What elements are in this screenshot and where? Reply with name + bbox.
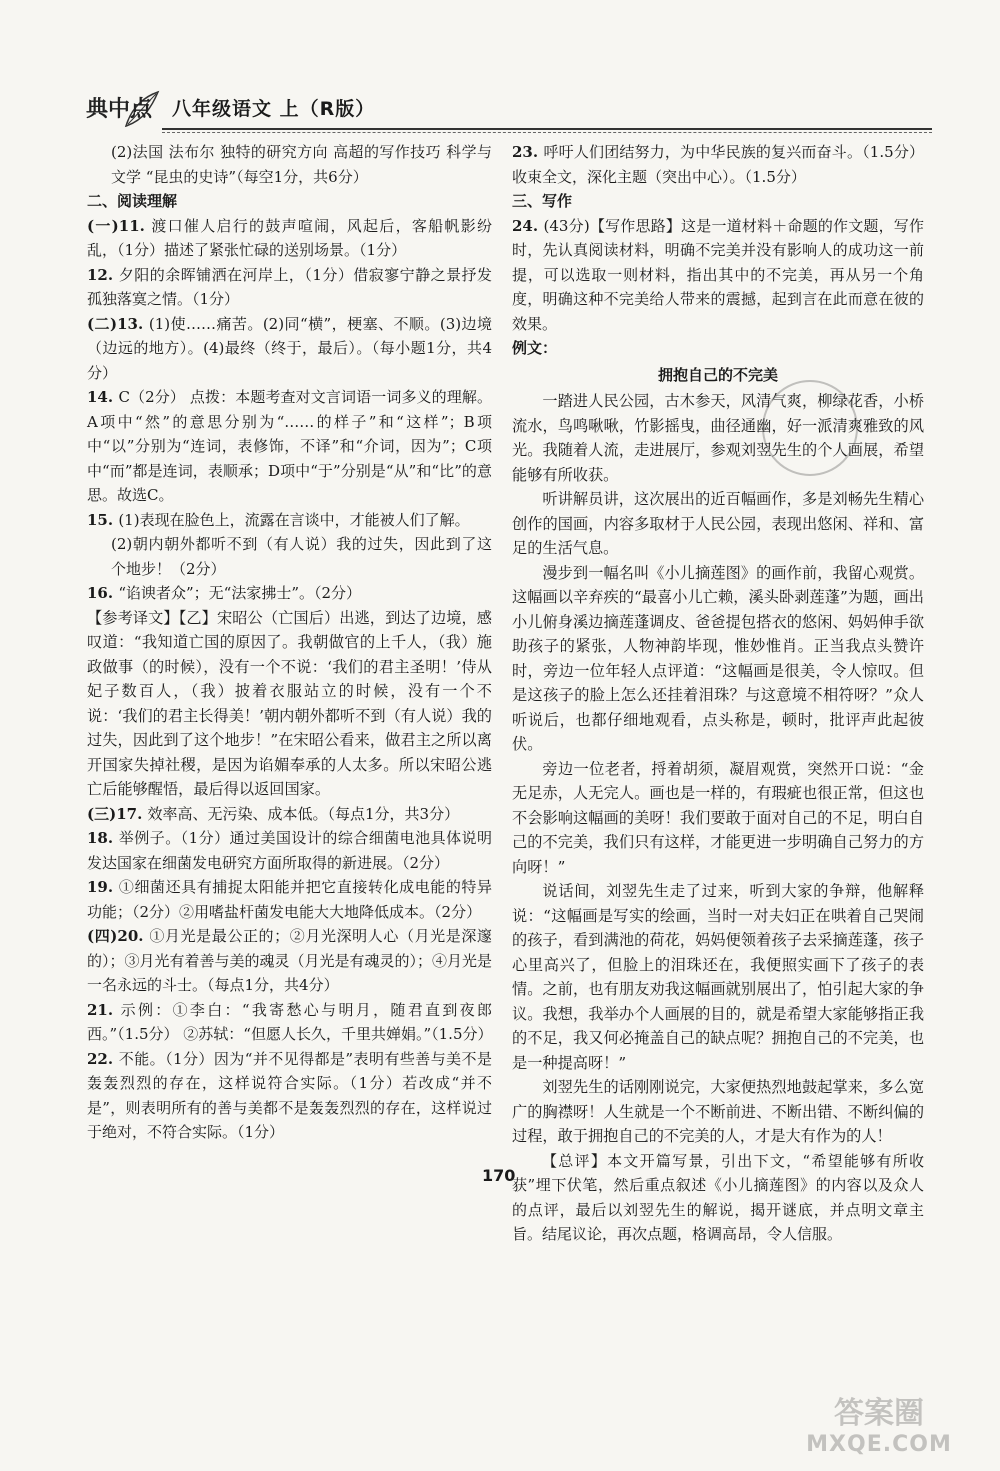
page-header bbox=[82, 86, 932, 136]
left-column bbox=[87, 140, 492, 1145]
header-rule bbox=[162, 128, 932, 130]
book-title: 八年级语文 上（R版） bbox=[172, 98, 376, 120]
answer-paragraph: 旁边一位老者，捋着胡须，凝眉观赏，突然开口说：“金无足赤，人无完人。画也是一样的，有瑕疵也很正常，但这也不会影响这幅画的美呀！我们要敢于面对自己的不足，明白自己的不完美，我们只有这样，才能更进一步明确自己努力的方向呀！” bbox=[512, 759, 924, 876]
question-number: (二)13. bbox=[87, 314, 149, 333]
question-number: 12. bbox=[87, 265, 119, 284]
answer-paragraph: 16. “谄谀者众”；无“法家拂士”。（2分） bbox=[87, 584, 362, 602]
question-number: 15. bbox=[87, 510, 119, 529]
watermark-text: 答案圈 bbox=[834, 1396, 924, 1431]
brand-name: 典中点 bbox=[86, 96, 153, 122]
answer-paragraph: (四)20. ①月光是最公正的；②月光深明人心（月光是深邃的）；③月光有着善与美的魂灵（月光是有魂灵的）；④月光是一名永远的斗士。（每点1分，共4分） bbox=[87, 927, 493, 994]
answer-paragraph: 23. 呼吁人们团结努力，为中华民族的复兴而奋斗。（1.5分）收束全文，深化主题（突出中心）。（1.5分） bbox=[512, 143, 924, 186]
answer-paragraph: (二)13. (1)使……痛苦。(2)同“横”，梗塞、不顺。(3)边境（边远的地方）。(4)最终（终于，最后）。（每小题1分，共4分） bbox=[87, 314, 492, 382]
essay-title: 拥抱自己的不完美 bbox=[657, 365, 778, 384]
answer-paragraph: 19. ①细菌还具有捕捉太阳能并把它直接转化成电能的特异功能；（2分）②用嗜盐杆菌发电能大大地降低成本。（2分） bbox=[87, 878, 492, 921]
question-number: (四)20. bbox=[87, 927, 150, 945]
question-number: 16. bbox=[87, 584, 119, 602]
answer-paragraph: 15. (1)表现在脸色上，流露在言谈中，才能被人们了解。 bbox=[87, 510, 470, 529]
question-number: 14. bbox=[87, 388, 119, 406]
question-number: 22. bbox=[87, 1049, 119, 1068]
answer-paragraph: 一踏进人民公园，古木参天，风清气爽，柳绿花香，小桥流水，鸟鸣啾啾，竹影摇曳，曲径通幽，好一派清爽雅致的风光。我随着人流，走进展厅，参观刘翌先生的个人画展，希望能够有所收获。 bbox=[512, 392, 924, 484]
answer-paragraph: (一)11. 渡口催人启行的鼓声喧闹，风起后，客船帆影纷乱，（1分）描述了紧张忙碌的送别场景。（1分） bbox=[87, 216, 492, 259]
right-column bbox=[512, 140, 924, 1247]
answer-paragraph: (2)法国 法布尔 独特的研究方向 高超的写作技巧 科学与文学 “昆虫的史诗”（每空1分，共6分） bbox=[111, 143, 492, 186]
watermark-url: MXQE.COM bbox=[806, 1432, 952, 1457]
answer-paragraph: 【参考译文】【乙】宋昭公（亡国后）出逃，到达了边境，感叹道：“我知道亡国的原因了。我朝做官的上千人，（我）施政做事（的时候），没有一个不说：‘我们的君主圣明！’侍从妃子数百人，（我）披着衣服站立的时候，没有一个不说：‘我们的君主长得美！’朝内朝外都听不到（有人说）我的过失，因此到了这个地步！”在宋昭公看来，做君主之所以离开国家失掉社稷，是因为谄媚奉承的人太多。所以宋昭公逃亡后能够醒悟，最后得以返回国家。 bbox=[87, 608, 492, 798]
question-number: (一)11. bbox=[87, 216, 152, 235]
seal-stamp bbox=[762, 380, 858, 476]
section-heading: 例文： bbox=[512, 339, 558, 357]
answer-paragraph: 21. 示例：①李白：“我寄愁心与明月，随君直到夜郎西。”（1.5分） ②苏轼：“但愿人长久，千里共婵娟。”（1.5分） bbox=[87, 1000, 493, 1043]
answer-paragraph: 听讲解员讲，这次展出的近百幅画作，多是刘畅先生精心创作的国画，内容多取材于人民公园，表现出悠闲、祥和、富足的生活气息。 bbox=[512, 490, 924, 557]
question-number: 18. bbox=[87, 829, 119, 847]
answer-paragraph: (三)17. 效率高、无污染、成本低。（每点1分，共3分） bbox=[87, 804, 460, 823]
question-number: 24. bbox=[512, 216, 544, 235]
answer-paragraph: 【总评】本文开篇写景，引出下文，“希望能够有所收获”埋下伏笔，然后重点叙述《小儿摘莲图》的内容以及众人的点评，最后以刘翌先生的解说，揭开谜底，并点明文章主旨。结尾议论，再次点题，格调高昂，令人信服。 bbox=[512, 1151, 924, 1243]
page-number: 170 bbox=[482, 1166, 516, 1185]
header-rule-dashed bbox=[162, 132, 932, 133]
answer-paragraph: 说话间，刘翌先生走了过来，听到大家的争辩，他解释说：“这幅画是写实的绘画，当时一对夫妇正在哄着自己哭闹的孩子，看到满池的荷花，妈妈便领着孩子去采摘莲蓬，孩子心里高兴了，但脸上的泪珠还在，我便照实画下了孩子的表情。之前，也有朋友劝我这幅画就别展出了，怕引起大家的争议。我想，我举办个人画展的目的，就是希望大家能够指正我的不足，我又何必掩盖自己的缺点呢？拥抱自己的不完美，也是一种提高呀！” bbox=[512, 882, 924, 1072]
section-heading: 三、写作 bbox=[512, 192, 573, 210]
section-heading: 二、阅读理解 bbox=[87, 192, 178, 210]
answer-paragraph: 刘翌先生的话刚刚说完，大家便热烈地鼓起掌来，多么宽广的胸襟呀！人生就是一个不断前进、不断出错、不断纠偏的过程，敢于拥抱自己的不完美的人，才是大有作为的人！ bbox=[512, 1078, 924, 1145]
question-number: 23. bbox=[512, 143, 544, 161]
question-number: (三)17. bbox=[87, 804, 148, 823]
answer-paragraph: 22. 不能。（1分）因为“并不见得都是”表明有些善与美不是轰轰烈烈的存在，这样说符合实际。（1分）若改成“并不是”，则表明所有的善与美都不是轰轰烈烈的存在，这样说过于绝对，不符合实际。（1分） bbox=[87, 1049, 492, 1141]
answer-paragraph: 24. (43分)【写作思路】这是一道材料＋命题的作文题，写作时，先认真阅读材料，明确不完美并没有影响人的成功这一前提，可以选取一则材料，指出其中的不完美，再从另一个角度，明确这种不完美给人带来的震撼，起到言在此而意在彼的效果。 bbox=[512, 216, 924, 333]
answer-paragraph: 漫步到一幅名叫《小儿摘莲图》的画作前，我留心观赏。这幅画以辛弃疾的“最喜小儿亡赖，溪头卧剥莲蓬”为题，画出小儿俯身溪边摘莲蓬调皮、爸爸提包搭衣的悠闲、妈妈伸手欲助孩子的紧张，人物神韵毕现，惟妙惟肖。正当我点头赞许时，旁边一位年轻人点评道：“这幅画是很美，令人惊叹。但是这孩子的脸上怎么还挂着泪珠？与这意境不相符呀？”众人听说后，也都仔细地观看，点头称是，顿时，批评声此起彼伏。 bbox=[512, 563, 924, 753]
question-number: 19. bbox=[87, 878, 119, 896]
watermark bbox=[784, 1388, 974, 1457]
answer-paragraph: 18. 举例子。（1分）通过美国设计的综合细菌电池具体说明发达国家在细菌发电研究方面所取得的新进展。（2分） bbox=[87, 829, 493, 872]
answer-paragraph: 12. 夕阳的余晖铺洒在河岸上，（1分）借寂寥宁静之景抒发孤独落寞之情。（1分） bbox=[87, 265, 493, 308]
question-number: 21. bbox=[87, 1000, 121, 1019]
brand-logo bbox=[82, 86, 160, 132]
answer-paragraph: 14. C（2分） 点拨：本题考查对文言词语一词多义的理解。A项中“然”的意思分别为“……的样子”和“这样”；B项中“以”分别为“连词，表修饰，不译”和“介词，因为”；C项中“而”都是连词，表顺承；D项中“于”分别是“从”和“比”的意思。故选C。 bbox=[87, 388, 492, 504]
answer-paragraph: (2)朝内朝外都听不到（有人说）我的过失，因此到了这个地步！（2分） bbox=[111, 535, 492, 578]
